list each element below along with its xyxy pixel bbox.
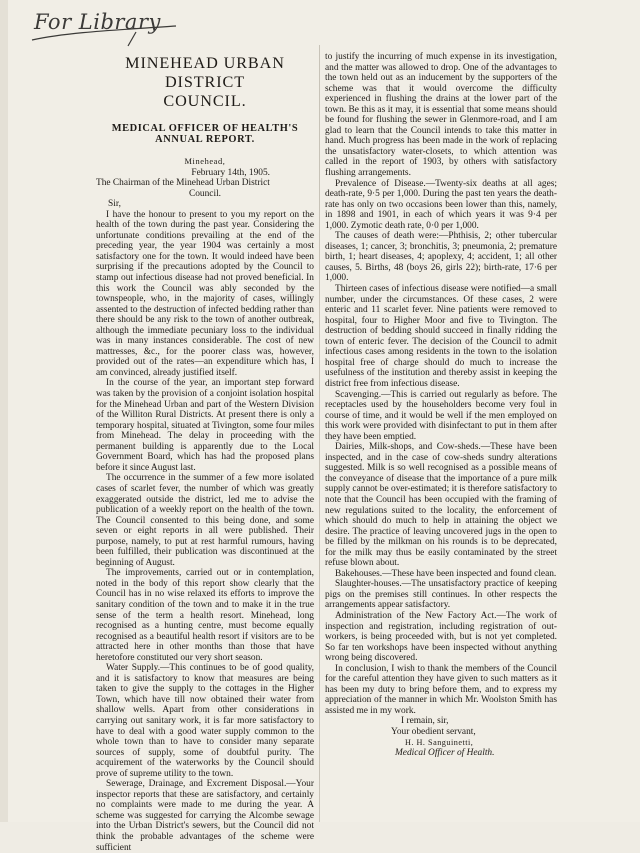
left-paragraph: Water Supply.—This continues to be of good quality, and it is satisfactory to know that measures are being taken to give the supply to the cottages in the Higher Town, which have till now obtained their water from shallow wells. Apart from other considerations in carrying out sanitary work, it is far more satisfactory to have to deal with a good water supply common to the whole town than to have to consider many separate sources of supply, some of doubtful purity. The acquirement of the waterworks by the Council should prove of supreme utility to the town. <box>96 663 314 779</box>
report-title-line1: MINEHEAD URBAN DISTRICT <box>125 54 285 91</box>
left-column <box>96 54 314 853</box>
right-paragraph: Prevalence of Disease.—Twenty-six deaths at all ages; death-rate, 9·5 per 1,000. During the past ten years the death-rate has only on two occasions been lower than this, namely, in 1898 and 1901, in each of which years it was 9·4 per 1,000. Zymotic death rate, 0·0 per 1,000. <box>325 178 557 231</box>
letter-addressee: The Chairman of the Minehead Urban District <box>96 178 270 189</box>
letter-place: Minehead, <box>184 157 226 166</box>
left-paragraph: The occurrence in the summer of a few more isolated cases of scarlet fever, the number of which was greatly exaggerated outside the district, led me to advise the publication of a weekly report on the health of the town. The Council consented to this being done, and some seven or eight reports in all were published. Their purpose, namely, to put at rest harmful rumours, having been fulfilled, their publication was discontinued at the beginning of August. <box>96 473 314 568</box>
right-paragraph: Slaughter-houses.—The unsatisfactory practice of keeping pigs on the premises still continues. In other respects the arrangements appear satisfactory. <box>325 579 557 611</box>
right-paragraph: Dairies, Milk-shops, and Cow-sheds.—These have been inspected, and in the case of cow-sheds sundry alterations suggested. Milk is so well recognised as a possible means of the conveyance of disease that the importance of a pure milk supply cannot be over-estimated; it is therefore satisfactory to note that the Council has been occupied with the framing of new regulations suited to the locality, the enforcement of which should do much to help in attaining the object we desire. The practice of leaving uncovered jugs in the open to be filled by the milkman on his rounds is to be deprecated, for the milk may thus be easily contaminated by the street refuse blown about. <box>325 442 557 569</box>
letter-salutation: Sir, <box>108 199 121 210</box>
right-paragraph: to justify the incurring of much expense in its investigation, and the matter was allowed to drop. One of the advantages to the town held out as an inducement by the supporters of the scheme was that it would overcome the difficulty experienced in flushing the drains at the lower part of the town. Be this as it may, it is essential that some means should be found for flushing the sewer in Glenmore-road, and I am glad to learn that the Council intends to take this matter in hand. Much progress has been made in the work of replacing the unsatisfactory water-closets, to which attention was called in the report of 1903, by others with satisfactory flushing arrangements. <box>325 52 557 179</box>
left-paragraph: Sewerage, Drainage, and Excrement Disposal.—Your inspector reports that these are satisfactory, and certainly no complaints were made to me during the year. A scheme was suggested for carrying the Alcombe sewage into the Urban District's sewers, but the Council did not think the probable advantages of the scheme were sufficient <box>96 779 314 853</box>
letter-date: February 14th, 1905. <box>191 167 270 178</box>
report-title-line2: COUNCIL. <box>163 92 247 110</box>
left-paragraph: In the course of the year, an important step forward was taken by the provision of a conjoint isolation hospital for the Minehead Urban and part of the Western Division of the Williton Rural Districts. At present there is only a temporary hospital, situated at Tivington, some four miles from Minehead. The delay in proceeding with the permanent building is apparently due to the Local Government Board, which has had the proposed plans before it since August last. <box>96 378 314 473</box>
right-paragraph: The causes of death were:—Phthisis, 2; other tubercular diseases, 1; cancer, 3; bronchitis, 3; pneumonia, 2; premature birth, 1; heart diseases, 4; apoplexy, 4; accident, 1; all other causes, 5. Births, 48 (boys 26, girls 22); birth-rate, 17·6 per 1,000. <box>325 231 557 284</box>
column-divider <box>319 45 320 822</box>
handwritten-note <box>28 2 178 48</box>
report-subtitle-line1: MEDICAL OFFICER OF HEALTH'S <box>111 123 299 134</box>
page-edge <box>0 0 8 822</box>
signature-title: Medical Officer of Health. <box>395 748 495 759</box>
right-paragraph: Administration of the New Factory Act.—The work of inspection and registration, including registration of out-workers, is being proceeded with, but is not yet completed. So far ten workshops have been inspected without anything wrong being discovered. <box>325 610 557 664</box>
right-paragraph: In conclusion, I wish to thank the members of the Council for the careful attention they have given to such matters as it has been my duty to bring before them, and to express my appreciation of the manner in which Mr. Woolston Smith has assisted me in my work. <box>325 663 557 716</box>
report-subtitle-line2: ANNUAL REPORT. <box>155 134 255 145</box>
signature-closing: I remain, sir, <box>401 716 449 727</box>
left-paragraph: I have the honour to present to you my report on the health of the town during the past year. Considering the unfortunate conditions prevailing at the end of the preceding year, the year 1904 was certainly a most satisfactory one for the town. It would indeed have been surprising if the precautions adopted by the Council to stamp out infectious disease had not proved beneficial. In this work the Council was ably seconded by the townspeople, who, in the majority of cases, willingly assented to the destruction of infected bedding rather than there should be any risk to the town of another outbreak, although the immediate pecuniary loss to the individual was in many instances considerable. The cost of new mattresses, &c., for the poorer class was, however, provided out of the rates—an expenditure which has, I am convinced, already justified itself. <box>96 209 314 378</box>
left-paragraph: The improvements, carried out or in contemplation, noted in the body of this report show clearly that the Council has in no wise relaxed its efforts to improve the sanitary condition of the town and to make it in the true sense of the term a health resort. Minehead, long recognised as a hunting centre, must become equally recognised as a beautiful health resort if visitors are to be attracted here in other months than those that have heretofore constituted our very short season. <box>96 568 314 663</box>
signature-name: H. H. Sanguinetti, <box>405 737 474 747</box>
handwritten-note-text: For Library <box>34 10 161 34</box>
right-paragraph: Bakehouses.—These have been inspected and found clean. <box>335 568 557 579</box>
letter-addressee-cont: Council. <box>188 188 222 199</box>
right-column <box>325 52 557 759</box>
right-paragraph: Thirteen cases of infectious disease were notified—a small number, under the circumstances. Of these cases, 2 were enteric and 11 scarlet fever. Nine patients were removed to hospital, four to Higher Moor and five to Tivington. The destruction of bedding should succeed in finally ridding the town of enteric fever. The decision of the Council to admit infectious cases among residents in the town to the isolation hospital free of charge should do much to increase the usefulness of the institution and thereby assist in keeping the district free from infectious disease. <box>325 284 557 389</box>
right-paragraph: Scavenging.—This is carried out regularly as before. The receptacles used by the householders become very foul in course of time, and it would be well if the men employed on this work were provided with disinfectant to put in them after they have been emptied. <box>325 389 557 442</box>
handwritten-underline <box>28 2 178 48</box>
signature-closing2: Your obedient servant, <box>391 727 476 737</box>
